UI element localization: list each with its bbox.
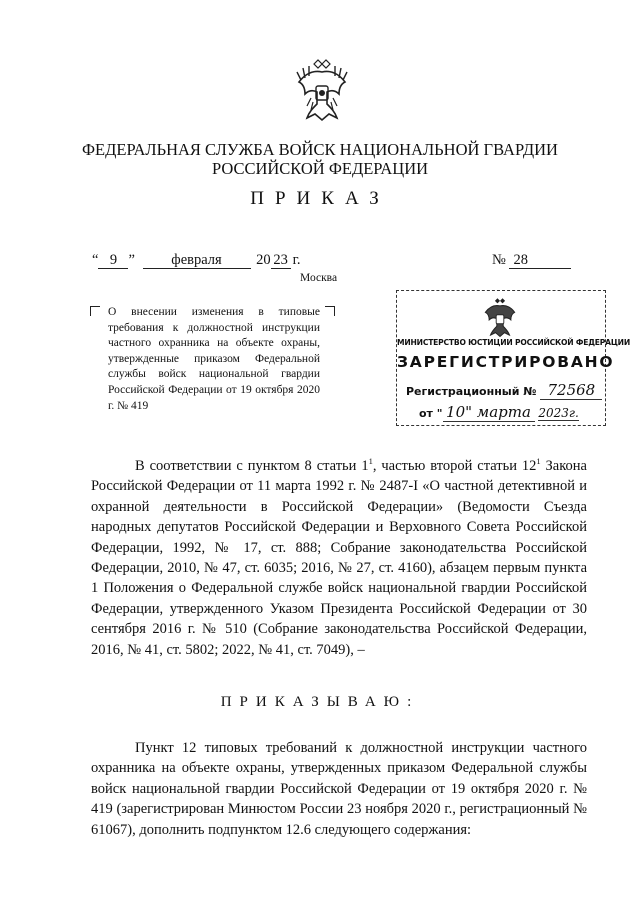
- stamp-from-label: от ": [419, 407, 443, 420]
- date-close-quote: ”: [128, 252, 135, 268]
- registration-stamp: [396, 290, 630, 426]
- preamble-paragraph: [91, 456, 587, 660]
- agency-name-line2: РОССИЙСКОЙ ФЕДЕРАЦИИ: [211, 159, 429, 178]
- document-type-title: ПРИКАЗ: [250, 188, 390, 209]
- stamp-reg-date: 10" марта: [443, 403, 535, 422]
- preamble-sup2: 1: [536, 456, 541, 467]
- stamp-reg-number: 72568: [540, 381, 602, 400]
- subject-text: О внесении изменения в типовые требования к должностной инструкции частного охранника на объекте охраны, утвержденные приказом Федеральной службы войск национальной гвардии Российской Федерации от 19 октября 2020 г. № 419: [108, 306, 320, 412]
- date-year-suffix: 23: [271, 253, 291, 269]
- number-value: 28: [509, 253, 571, 269]
- agency-name-line1: ФЕДЕРАЛЬНАЯ СЛУЖБА ВОЙСК НАЦИОНАЛЬНОЙ ГВАРДИИ: [82, 140, 558, 159]
- subject-bracket-left: [90, 306, 100, 316]
- stamp-emblem: [481, 297, 519, 339]
- stamp-date-line: [419, 403, 579, 422]
- date-day: 9: [98, 253, 128, 269]
- decree-heading: ПРИКАЗЫВАЮ:: [220, 694, 420, 710]
- stamp-registered: ЗАРЕГИСТРИРОВАНО: [397, 353, 615, 371]
- preamble-part2: , частью второй статьи 12: [372, 458, 537, 474]
- order-number: [492, 252, 571, 269]
- date-year-prefix: 20: [256, 252, 271, 268]
- order-subject: [108, 305, 320, 414]
- stamp-reg-number-line: [406, 381, 602, 400]
- stamp-ministry: МИНИСТЕРСТВО ЮСТИЦИИ РОССИЙСКОЙ ФЕДЕРАЦИИ: [397, 338, 630, 347]
- main-text: Пункт 12 типовых требований к должностной инструкции частного охранника на объекте охраны, утвержденных приказом Федеральной службы войск национальной гвардии Российской Федерации от 19 октября 2020 г. № 419 (зарегистрирован Минюстом России 23 ноября 2020 г., регистрационный № 61067), дополнить подпунктом 12.6 следующего содержания:: [91, 740, 587, 838]
- preamble-part3: Закона Российской Федерации от 11 марта 1992 г. № 2487-I «О частной детективной и охранной деятельности в Российской Федерации» (Ведомости Съезда народных депутатов Российской Федерации и Верховного Совета Российской Федерации, 1992, № 17, ст. 888; Собрание законодательства Российской Федерации, 2010, № 47, ст. 6035; 2016, № 27, ст. 4160), абзацем первым пункта 1 Положения о Федеральной службе войск национальной гвардии Российской Федерации, утвержденного Указом Президента Российской Федерации от 30 сентября 2016 г. № 510 (Собрание законодательства Российской Федерации, 2016, № 41, ст. 5802; 2022, № 41, ст. 7049), –: [91, 458, 587, 658]
- date-month: февраля: [143, 253, 251, 269]
- order-date: [92, 252, 301, 269]
- main-paragraph: [91, 738, 587, 840]
- date-open-quote: “: [92, 252, 99, 268]
- preamble-sup1: 1: [368, 456, 373, 467]
- date-year-abbr: г.: [292, 252, 301, 268]
- number-label: №: [492, 252, 506, 268]
- stamp-reg-label: Регистрационный №: [406, 385, 537, 398]
- coat-of-arms-emblem: [293, 58, 351, 124]
- subject-bracket-right: [325, 306, 335, 316]
- city-label: Москва: [300, 272, 338, 284]
- preamble-part1: В соответствии с пунктом 8 статьи 1: [135, 458, 369, 474]
- stamp-reg-year: 2023г.: [538, 406, 579, 420]
